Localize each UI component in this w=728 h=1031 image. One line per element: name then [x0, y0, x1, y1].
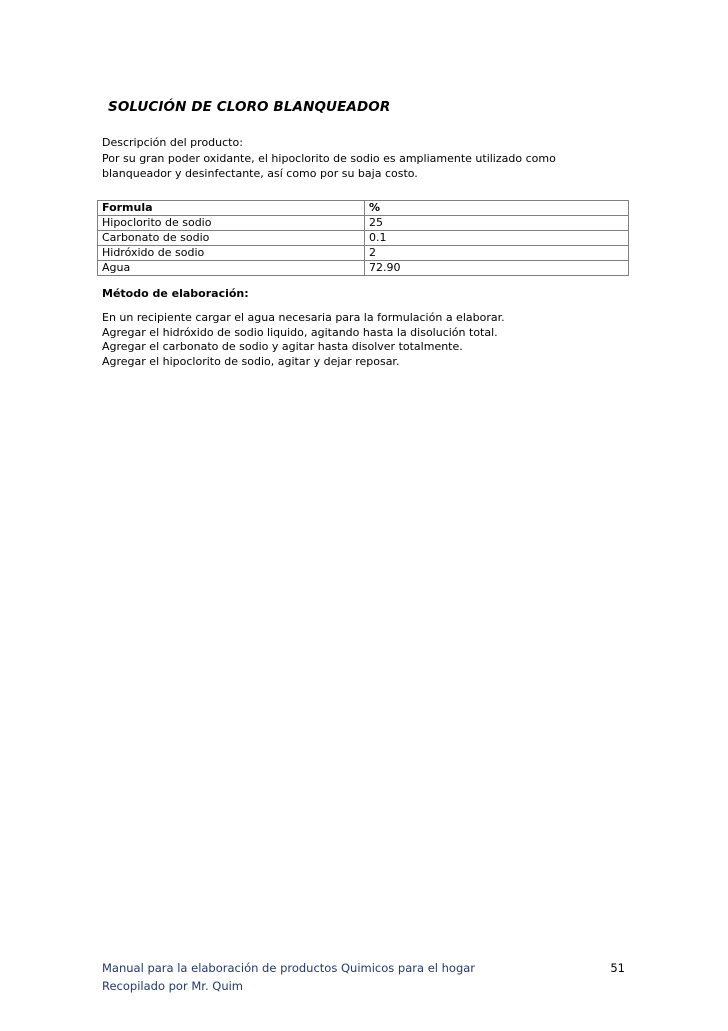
header-percent: %	[365, 201, 629, 216]
ingredient-percent: 0.1	[365, 231, 629, 246]
description-line: blanqueador y desinfectante, así como por su baja costo.	[102, 167, 418, 180]
method-step: Agregar el hipoclorito de sodio, agitar y dejar reposar.	[102, 354, 400, 368]
table-row	[98, 231, 629, 246]
page-footer	[102, 959, 625, 995]
table-header-row	[98, 201, 629, 216]
ingredient-name: Carbonato de sodio	[98, 231, 365, 246]
method-title: Método de elaboración:	[102, 287, 249, 300]
footer-manual-title: Manual para la elaboración de productos Quimicos para el hogar	[102, 961, 476, 975]
ingredient-percent: 25	[365, 216, 629, 231]
ingredient-percent: 2	[365, 246, 629, 261]
ingredient-name: Hidróxido de sodio	[98, 246, 365, 261]
method-step: En un recipiente cargar el agua necesaria para la formulación a elaborar.	[102, 311, 505, 324]
ingredient-name: Agua	[98, 261, 365, 276]
description-label: Descripción del producto:	[102, 136, 243, 149]
table-row	[98, 246, 629, 261]
table-row	[98, 216, 629, 231]
table-row	[98, 261, 629, 276]
method-step: Agregar el hidróxido de sodio liquido, agitando hasta la disolución total.	[102, 325, 498, 339]
page-number: 51	[610, 961, 625, 975]
method-steps	[102, 311, 505, 369]
ingredient-name: Hipoclorito de sodio	[98, 216, 365, 231]
ingredient-percent: 72.90	[365, 261, 629, 276]
document-title: SOLUCIÓN DE CLORO BLANQUEADOR	[108, 99, 391, 115]
footer-compiled-by: Recopilado por Mr. Quim	[102, 979, 243, 993]
header-formula: Formula	[98, 201, 365, 216]
method-step: Agregar el carbonato de sodio y agitar hasta disolver totalmente.	[102, 340, 463, 353]
product-description	[102, 135, 622, 182]
formula-table	[97, 200, 629, 276]
description-line: Por su gran poder oxidante, el hipoclorito de sodio es ampliamente utilizado como	[102, 151, 556, 165]
